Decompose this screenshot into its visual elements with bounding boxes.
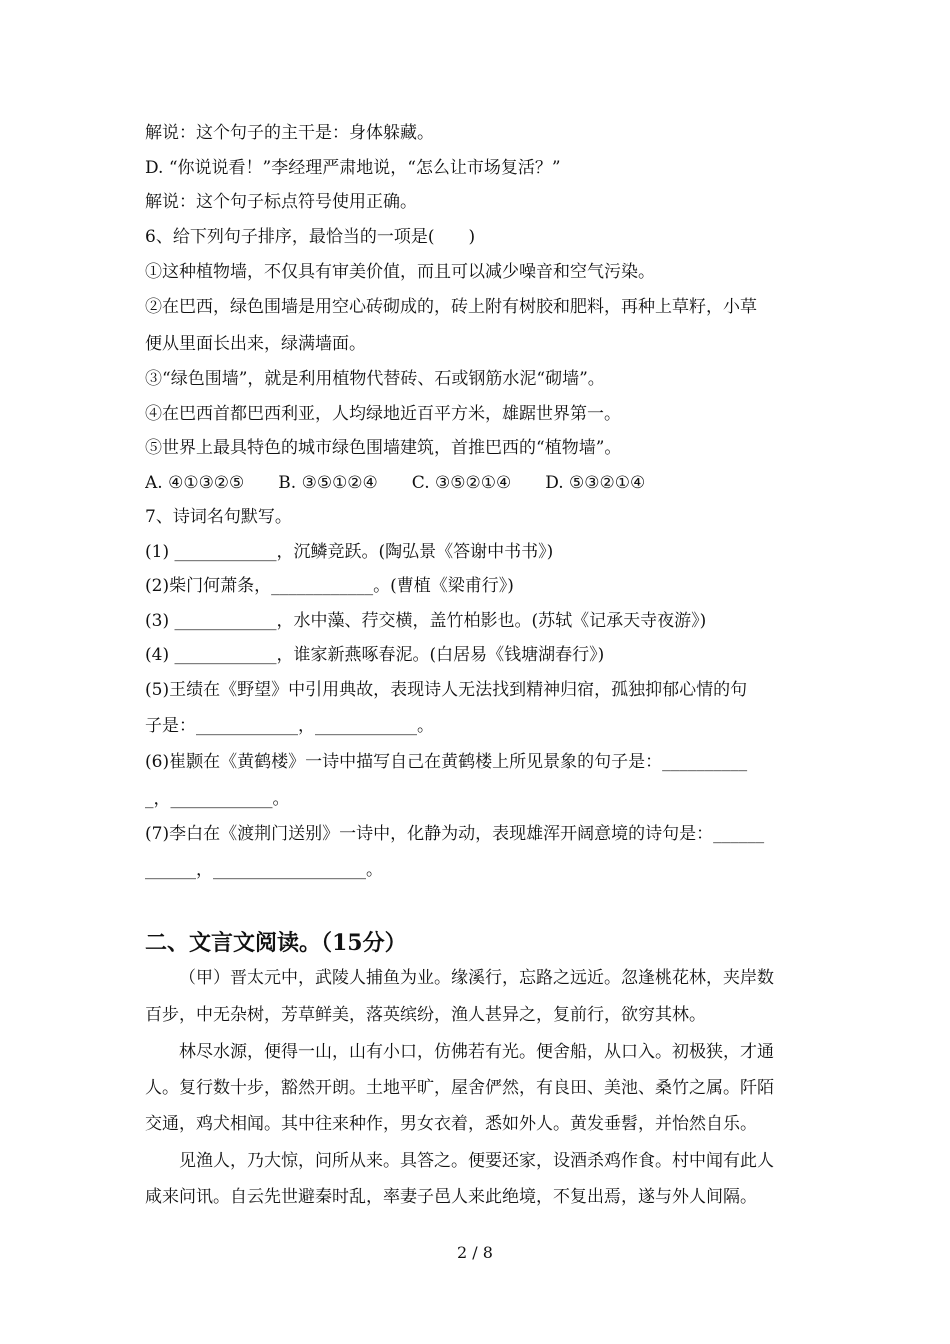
passage-line: 林尽水源，便得一山，山有小口，仿佛若有光。便舍船，从口入。初极狭，才通 (179, 1042, 774, 1062)
question-7-title: 7、诗词名句默写。 (145, 507, 292, 527)
poem-blank-6: (6)崔颢在《黄鹤楼》一诗中描写自己在黄鹤楼上所见景象的句子是：__________ (145, 752, 748, 772)
poem-blank-6-continued: _，____________。 (145, 789, 290, 809)
poem-blank-5-continued: 子是：____________，____________。 (145, 716, 434, 736)
sentence-1: ①这种植物墙，不仅具有审美价值，而且可以减少噪音和空气污染。 (145, 262, 655, 282)
sentence-2-continued: 便从里面长出来，绿满墙面。 (145, 334, 366, 354)
section-title: 二、文言文阅读。（15分） (145, 930, 407, 956)
sentence-4: ④在巴西首都巴西利亚，人均绿地近百平方米，雄踞世界第一。 (145, 404, 621, 424)
poem-blank-1: (1) ____________，沉鳞竞跃。(陶弘景《答谢中书书》) (145, 542, 554, 562)
poem-blank-7-continued: ______，__________________。 (145, 860, 383, 880)
passage-line: 交通，鸡犬相闻。其中往来种作，男女衣着，悉如外人。黄发垂髫，并怡然自乐。 (145, 1114, 757, 1134)
page-number: 2 / 8 (457, 1243, 493, 1262)
poem-blank-5: (5)王绩在《野望》中引用典故，表现诗人无法找到精神归宿，孤独抑郁心情的句 (145, 680, 748, 700)
question-6-options: A. ④①③②⑤ B. ③⑤①②④ C. ③⑤②①④ D. ⑤③②①④ (145, 473, 646, 493)
explanation-line: 解说：这个句子的主干是：身体躲藏。 (145, 123, 434, 143)
option-d-line: D. “你说说看！”李经理严肃地说，“怎么让市场复活？” (145, 158, 561, 178)
sentence-5: ⑤世界上最具特色的城市绿色围墙建筑，首推巴西的“植物墙”。 (145, 438, 622, 458)
passage-line: 见渔人，乃大惊，问所从来。具答之。便要还家，设酒杀鸡作食。村中闻有此人 (179, 1151, 774, 1171)
explanation-line: 解说：这个句子标点符号使用正确。 (145, 192, 417, 212)
poem-blank-3: (3) ____________，水中藻、荇交横，盖竹柏影也。(苏轼《记承天寺夜游》) (145, 611, 707, 631)
passage-line: 人。复行数十步，豁然开朗。土地平旷，屋舍俨然，有良田、美池、桑竹之属。阡陌 (145, 1078, 774, 1098)
passage-line: 百步，中无杂树，芳草鲜美，落英缤纷，渔人甚异之，复前行，欲穷其林。 (145, 1005, 706, 1025)
passage-line: 咸来问讯。自云先世避秦时乱，率妻子邑人来此绝境，不复出焉，遂与外人间隔。 (145, 1187, 757, 1207)
sentence-3: ③“绿色围墙”，就是利用植物代替砖、石或钢筋水泥“砌墙”。 (145, 369, 605, 389)
passage-line: （甲）晋太元中，武陵人捕鱼为业。缘溪行，忘路之远近。忽逢桃花林，夹岸数 (179, 968, 774, 988)
question-6-title: 6、给下列句子排序，最恰当的一项是( ) (145, 227, 476, 247)
poem-blank-2: (2)柴门何萧条，____________。(曹植《梁甫行》) (145, 576, 514, 596)
sentence-2: ②在巴西，绿色围墙是用空心砖砌成的，砖上附有树胶和肥料，再种上草籽，小草 (145, 297, 757, 317)
poem-blank-7: (7)李白在《渡荆门送别》一诗中，化静为动，表现雄浑开阔意境的诗句是：______ (145, 824, 765, 844)
poem-blank-4: (4) ____________，谁家新燕啄春泥。(白居易《钱塘湖春行》) (145, 645, 605, 665)
